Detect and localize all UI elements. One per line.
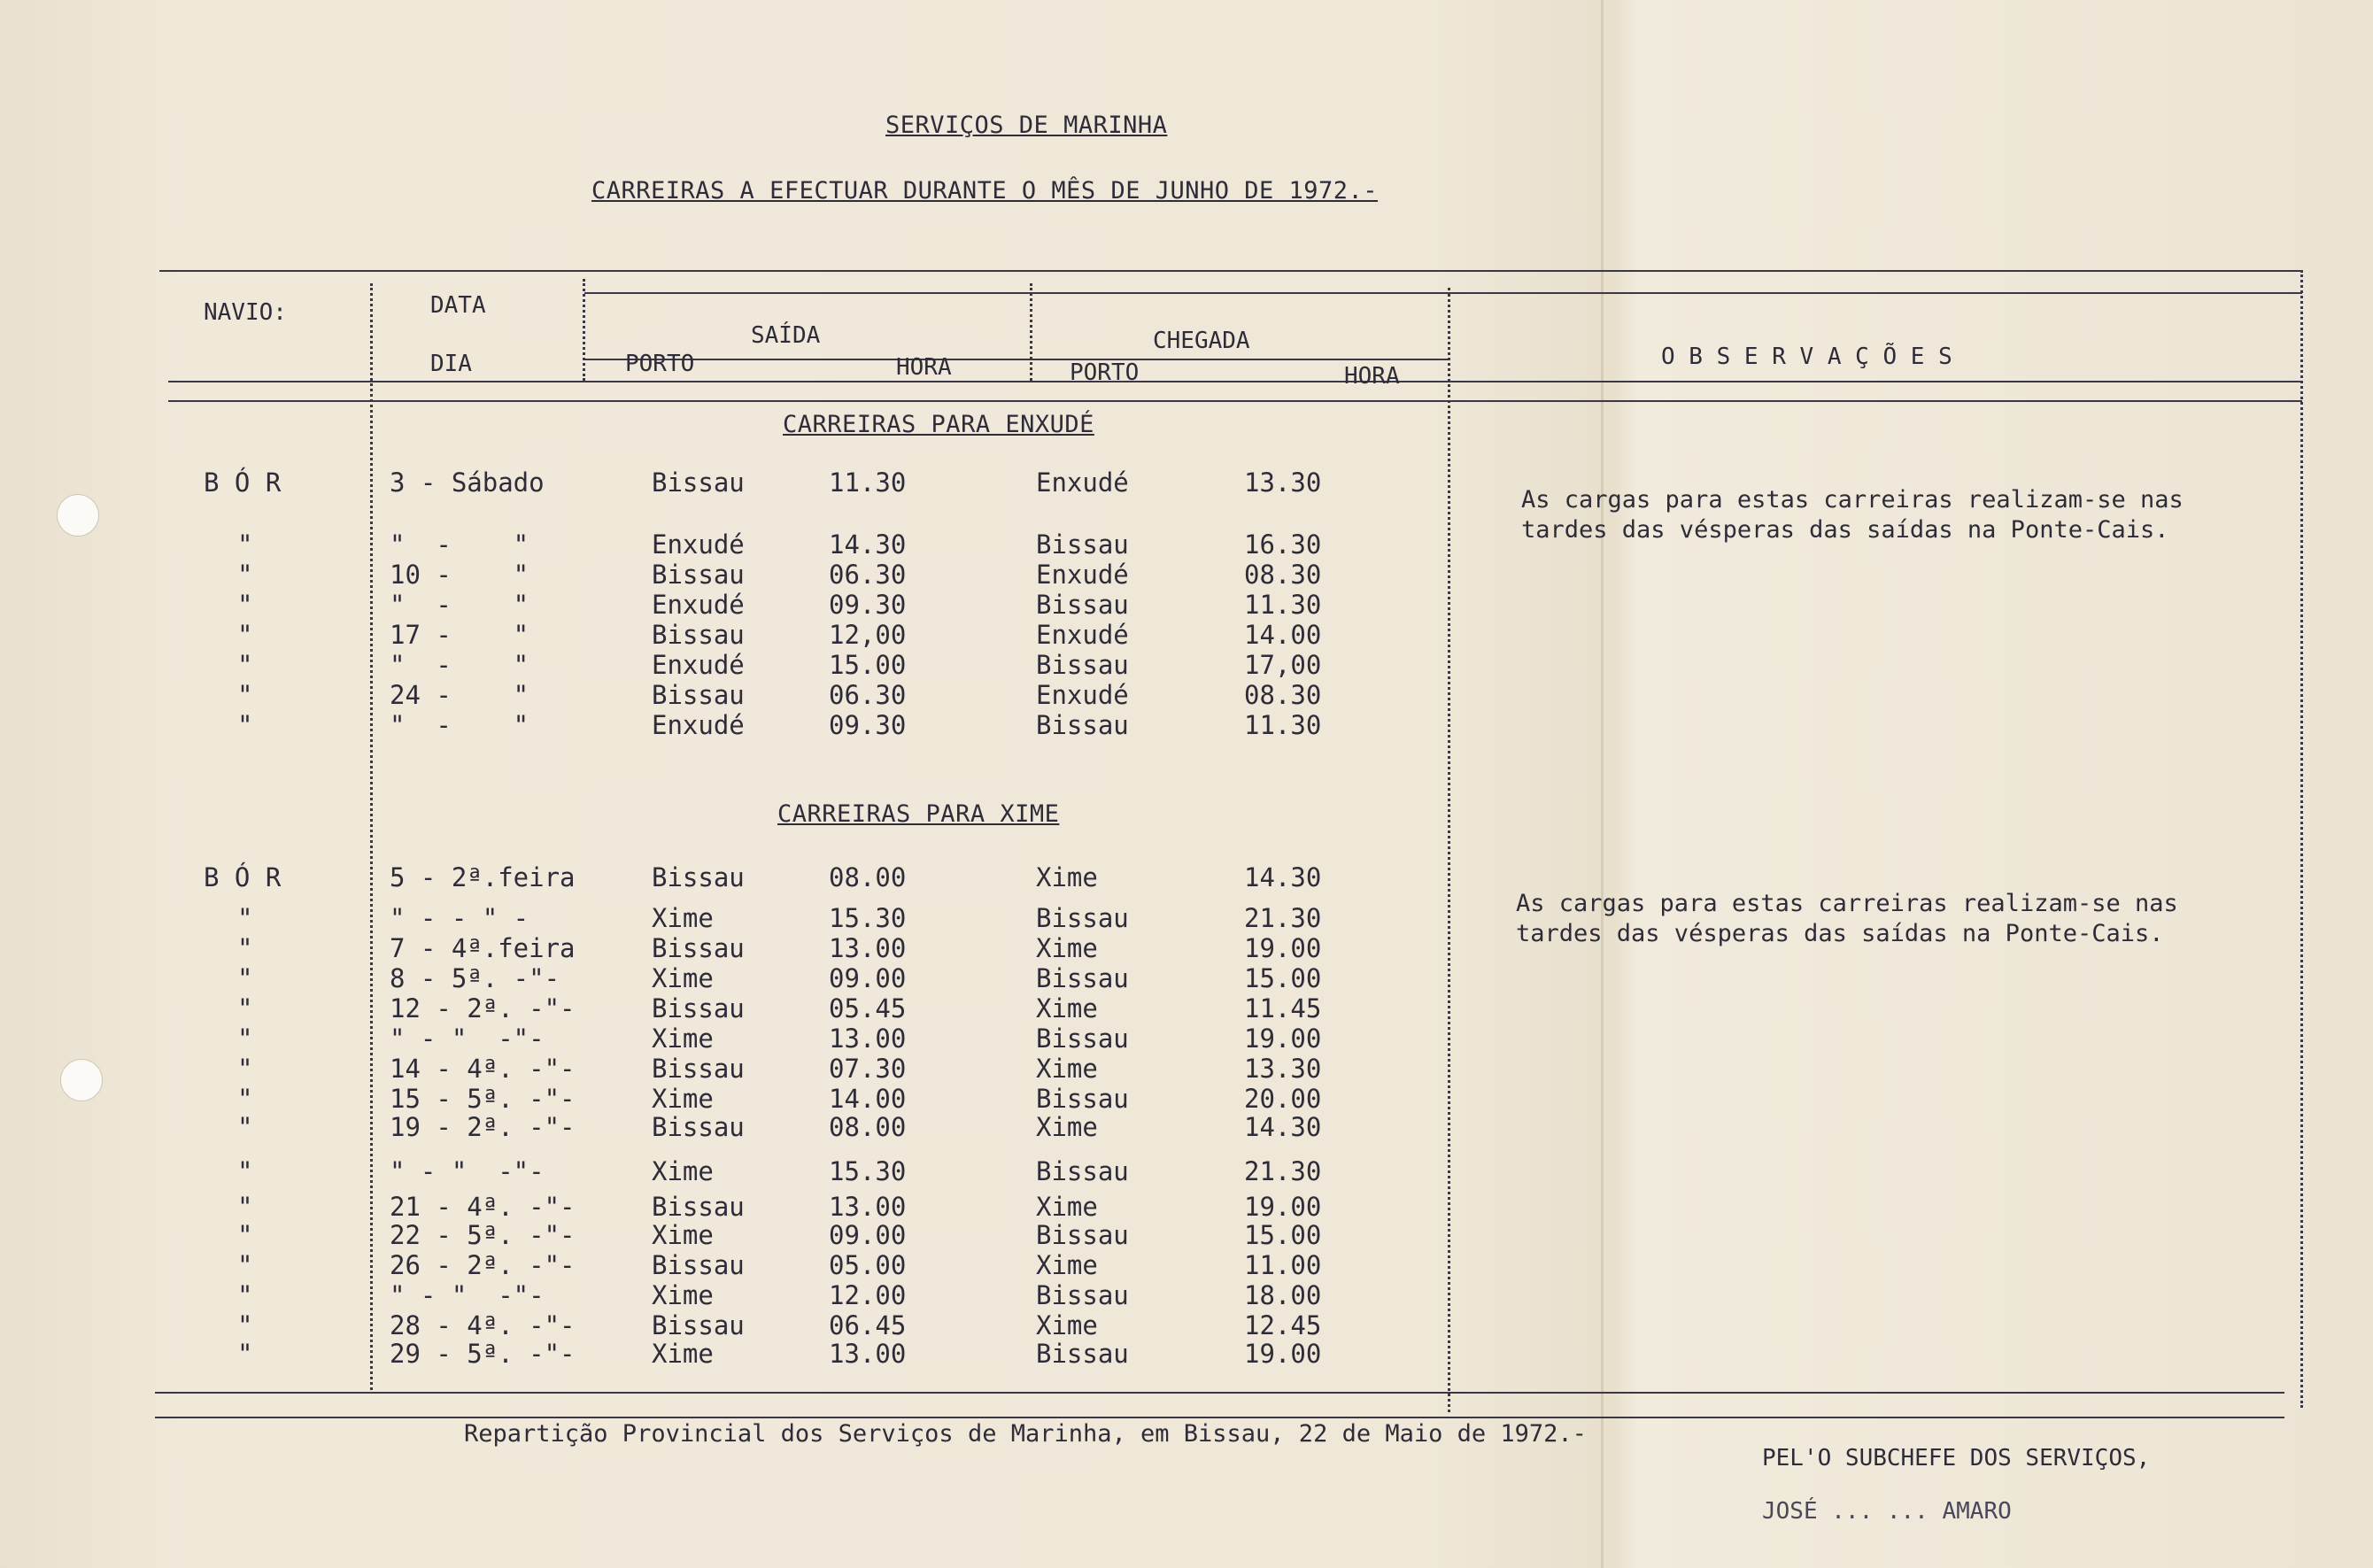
cell-porto-chegada: Enxudé xyxy=(1036,467,1129,498)
cell-navio: " xyxy=(237,1310,253,1340)
cell-data: 29 - 5ª. -"- xyxy=(390,1339,576,1369)
cell-data: 3 - Sábado xyxy=(390,467,545,498)
col-separator-obs xyxy=(1448,288,1450,1412)
cell-data: 19 - 2ª. -"- xyxy=(390,1112,576,1142)
cell-hora-saida: 09.00 xyxy=(829,963,907,993)
header-porto-saida: PORTO xyxy=(625,351,695,377)
cell-navio: " xyxy=(237,1280,253,1310)
table-top-line xyxy=(159,270,2302,272)
cell-hora-saida: 09.30 xyxy=(829,710,907,740)
cell-porto-saida: Xime xyxy=(652,1084,714,1114)
cell-porto-saida: Bissau xyxy=(652,1250,745,1280)
cell-hora-chegada: 14.00 xyxy=(1244,620,1322,650)
cell-data: " - " -"- xyxy=(390,1023,545,1054)
cell-porto-saida: Bissau xyxy=(652,620,745,650)
cell-navio: " xyxy=(237,1192,253,1222)
cell-porto-chegada: Bissau xyxy=(1036,650,1129,680)
cell-hora-chegada: 19.00 xyxy=(1244,933,1322,963)
cell-navio: " xyxy=(237,620,253,650)
cell-porto-saida: Bissau xyxy=(652,1054,745,1084)
cell-data: 24 - " xyxy=(390,680,529,710)
header-observacoes: O B S E R V A Ç Õ E S xyxy=(1661,344,1952,370)
cell-porto-chegada: Xime xyxy=(1036,862,1098,892)
cell-data: 8 - 5ª. -"- xyxy=(390,963,560,993)
cell-data: 21 - 4ª. -"- xyxy=(390,1192,576,1222)
cell-porto-chegada: Xime xyxy=(1036,933,1098,963)
cell-porto-chegada: Enxudé xyxy=(1036,680,1129,710)
cell-navio: " xyxy=(237,680,253,710)
cell-data: " - - " - xyxy=(390,903,529,933)
cell-navio: " xyxy=(237,560,253,590)
cell-hora-chegada: 11.30 xyxy=(1244,590,1322,620)
cell-porto-saida: Xime xyxy=(652,1220,714,1250)
cell-data: " - " xyxy=(390,529,529,560)
cell-navio: " xyxy=(237,710,253,740)
paper-fold xyxy=(1601,0,1604,1568)
cell-navio: " xyxy=(237,529,253,560)
cell-navio: " xyxy=(237,1023,253,1054)
cell-navio: " xyxy=(237,963,253,993)
cell-hora-chegada: 13.30 xyxy=(1244,467,1322,498)
cell-porto-chegada: Bissau xyxy=(1036,1023,1129,1054)
cell-hora-chegada: 13.30 xyxy=(1244,1054,1322,1084)
cell-hora-saida: 05.00 xyxy=(829,1250,907,1280)
cell-hora-chegada: 21.30 xyxy=(1244,1156,1322,1186)
cell-porto-chegada: Enxudé xyxy=(1036,620,1129,650)
cell-porto-saida: Bissau xyxy=(652,1310,745,1340)
cell-hora-saida: 06.30 xyxy=(829,560,907,590)
signature-name: JOSÉ ... ... AMARO xyxy=(1762,1498,2012,1525)
cell-porto-saida: Bissau xyxy=(652,680,745,710)
cell-porto-chegada: Bissau xyxy=(1036,903,1129,933)
col-separator-chegada xyxy=(1030,283,1032,381)
cell-porto-chegada: Xime xyxy=(1036,1192,1098,1222)
cell-data: 22 - 5ª. -"- xyxy=(390,1220,576,1250)
cell-porto-saida: Xime xyxy=(652,1339,714,1369)
cell-porto-chegada: Bissau xyxy=(1036,710,1129,740)
header-dia: DIA xyxy=(430,351,472,377)
cell-hora-chegada: 17,00 xyxy=(1244,650,1322,680)
cell-porto-saida: Bissau xyxy=(652,467,745,498)
department-title: SERVIÇOS DE MARINHA xyxy=(885,112,1168,139)
cell-navio: " xyxy=(237,1250,253,1280)
cell-porto-chegada: Xime xyxy=(1036,993,1098,1023)
header-porto-chegada: PORTO xyxy=(1070,359,1140,386)
cell-navio: " xyxy=(237,590,253,620)
table-top-line-2 xyxy=(584,292,2302,294)
cell-porto-saida: Xime xyxy=(652,1156,714,1186)
table-right-edge xyxy=(2300,270,2303,1408)
cell-porto-saida: Bissau xyxy=(652,993,745,1023)
cell-porto-saida: Bissau xyxy=(652,1192,745,1222)
cell-hora-chegada: 14.30 xyxy=(1244,862,1322,892)
col-separator-saida xyxy=(583,279,585,381)
page-title: CARREIRAS A EFECTUAR DURANTE O MÊS DE JUNHO DE 1972.- xyxy=(591,177,1379,205)
section-title-xime: CARREIRAS PARA XIME xyxy=(777,800,1060,828)
cell-porto-saida: Enxudé xyxy=(652,650,745,680)
cell-porto-chegada: Xime xyxy=(1036,1250,1098,1280)
cell-hora-saida: 06.45 xyxy=(829,1310,907,1340)
cell-hora-chegada: 21.30 xyxy=(1244,903,1322,933)
cell-hora-saida: 05.45 xyxy=(829,993,907,1023)
observation-enxude: As cargas para estas carreiras realizam-se nas tardes das vésperas das saídas na Ponte-Cais. xyxy=(1521,486,2184,544)
cell-navio: " xyxy=(237,1084,253,1114)
section-title-enxude: CARREIRAS PARA ENXUDÉ xyxy=(783,411,1094,438)
table-bottom-line-2 xyxy=(155,1417,2284,1418)
cell-hora-chegada: 16.30 xyxy=(1244,529,1322,560)
cell-porto-chegada: Bissau xyxy=(1036,1280,1129,1310)
cell-porto-saida: Enxudé xyxy=(652,590,745,620)
subheader-line xyxy=(584,359,1448,360)
cell-navio: " xyxy=(237,650,253,680)
cell-hora-chegada: 11.00 xyxy=(1244,1250,1322,1280)
cell-navio: " xyxy=(237,1220,253,1250)
cell-data: 5 - 2ª.feira xyxy=(390,862,576,892)
cell-hora-saida: 15.30 xyxy=(829,903,907,933)
cell-porto-chegada: Xime xyxy=(1036,1112,1098,1142)
cell-hora-saida: 09.00 xyxy=(829,1220,907,1250)
cell-data: 14 - 4ª. -"- xyxy=(390,1054,576,1084)
cell-hora-chegada: 11.45 xyxy=(1244,993,1322,1023)
cell-porto-chegada: Bissau xyxy=(1036,963,1129,993)
cell-data: 15 - 5ª. -"- xyxy=(390,1084,576,1114)
cell-data: " - " xyxy=(390,710,529,740)
cell-hora-chegada: 15.00 xyxy=(1244,963,1322,993)
cell-data: " - " xyxy=(390,650,529,680)
cell-porto-chegada: Bissau xyxy=(1036,1339,1129,1369)
punch-hole-top xyxy=(57,494,99,537)
cell-hora-chegada: 11.30 xyxy=(1244,710,1322,740)
cell-porto-chegada: Bissau xyxy=(1036,590,1129,620)
cell-porto-saida: Enxudé xyxy=(652,710,745,740)
cell-hora-saida: 06.30 xyxy=(829,680,907,710)
cell-data: " - " -"- xyxy=(390,1156,545,1186)
cell-data: " - " xyxy=(390,590,529,620)
cell-porto-chegada: Xime xyxy=(1036,1310,1098,1340)
cell-hora-chegada: 19.00 xyxy=(1244,1339,1322,1369)
cell-hora-saida: 14.30 xyxy=(829,529,907,560)
cell-hora-chegada: 08.30 xyxy=(1244,560,1322,590)
col-separator-data xyxy=(370,283,373,1390)
cell-data: 17 - " xyxy=(390,620,529,650)
header-chegada: CHEGADA xyxy=(1153,328,1250,354)
cell-data: 26 - 2ª. -"- xyxy=(390,1250,576,1280)
cell-navio: " xyxy=(237,1156,253,1186)
cell-data: 7 - 4ª.feira xyxy=(390,933,576,963)
cell-navio: " xyxy=(237,1054,253,1084)
cell-hora-chegada: 20.00 xyxy=(1244,1084,1322,1114)
cell-hora-saida: 09.30 xyxy=(829,590,907,620)
cell-porto-chegada: Xime xyxy=(1036,1054,1098,1084)
table-bottom-line xyxy=(155,1392,2284,1394)
cell-hora-chegada: 19.00 xyxy=(1244,1023,1322,1054)
cell-hora-saida: 13.00 xyxy=(829,1192,907,1222)
cell-navio: B Ó R xyxy=(204,467,282,498)
cell-hora-saida: 12.00 xyxy=(829,1280,907,1310)
header-bottom-line xyxy=(168,381,2302,382)
cell-porto-saida: Bissau xyxy=(652,862,745,892)
cell-porto-saida: Xime xyxy=(652,903,714,933)
cell-data: 10 - " xyxy=(390,560,529,590)
cell-navio: " xyxy=(237,1339,253,1369)
cell-hora-saida: 15.00 xyxy=(829,650,907,680)
cell-porto-saida: Xime xyxy=(652,963,714,993)
cell-hora-chegada: 12.45 xyxy=(1244,1310,1322,1340)
cell-porto-saida: Bissau xyxy=(652,1112,745,1142)
cell-porto-chegada: Bissau xyxy=(1036,1084,1129,1114)
header-data: DATA xyxy=(430,292,486,319)
cell-hora-saida: 13.00 xyxy=(829,933,907,963)
cell-data: " - " -"- xyxy=(390,1280,545,1310)
cell-navio: " xyxy=(237,903,253,933)
cell-navio: " xyxy=(237,1112,253,1142)
footer-location-date: Repartição Provincial dos Serviços de Marinha, em Bissau, 22 de Maio de 1972.- xyxy=(464,1420,1587,1448)
cell-hora-chegada: 14.30 xyxy=(1244,1112,1322,1142)
header-saida: SAÍDA xyxy=(751,322,821,349)
cell-porto-saida: Enxudé xyxy=(652,529,745,560)
cell-data: 12 - 2ª. -"- xyxy=(390,993,576,1023)
cell-hora-saida: 13.00 xyxy=(829,1023,907,1054)
cell-hora-chegada: 15.00 xyxy=(1244,1220,1322,1250)
cell-navio: " xyxy=(237,993,253,1023)
cell-hora-chegada: 08.30 xyxy=(1244,680,1322,710)
cell-data: 28 - 4ª. -"- xyxy=(390,1310,576,1340)
punch-hole-bottom xyxy=(60,1059,103,1101)
cell-porto-chegada: Bissau xyxy=(1036,529,1129,560)
cell-hora-saida: 07.30 xyxy=(829,1054,907,1084)
cell-porto-saida: Bissau xyxy=(652,933,745,963)
header-navio: NAVIO: xyxy=(204,299,287,326)
cell-porto-saida: Xime xyxy=(652,1280,714,1310)
cell-navio: " xyxy=(237,933,253,963)
cell-porto-chegada: Bissau xyxy=(1036,1156,1129,1186)
header-hora-chegada: HORA xyxy=(1344,363,1400,390)
cell-hora-saida: 12,00 xyxy=(829,620,907,650)
cell-navio: B Ó R xyxy=(204,862,282,892)
header-hora-saida: HORA xyxy=(896,354,952,381)
cell-porto-saida: Xime xyxy=(652,1023,714,1054)
observation-xime: As cargas para estas carreiras realizam-se nas tardes das vésperas das saídas na Ponte-Cais. xyxy=(1516,890,2178,947)
cell-porto-saida: Bissau xyxy=(652,560,745,590)
cell-hora-chegada: 18.00 xyxy=(1244,1280,1322,1310)
cell-hora-saida: 15.30 xyxy=(829,1156,907,1186)
cell-hora-saida: 14.00 xyxy=(829,1084,907,1114)
header-bottom-line-2 xyxy=(168,400,2302,402)
cell-hora-chegada: 19.00 xyxy=(1244,1192,1322,1222)
cell-porto-chegada: Enxudé xyxy=(1036,560,1129,590)
cell-porto-chegada: Bissau xyxy=(1036,1220,1129,1250)
cell-hora-saida: 08.00 xyxy=(829,862,907,892)
cell-hora-saida: 08.00 xyxy=(829,1112,907,1142)
cell-hora-saida: 13.00 xyxy=(829,1339,907,1369)
signature-title: PEL'O SUBCHEFE DOS SERVIÇOS, xyxy=(1762,1445,2151,1471)
cell-hora-saida: 11.30 xyxy=(829,467,907,498)
